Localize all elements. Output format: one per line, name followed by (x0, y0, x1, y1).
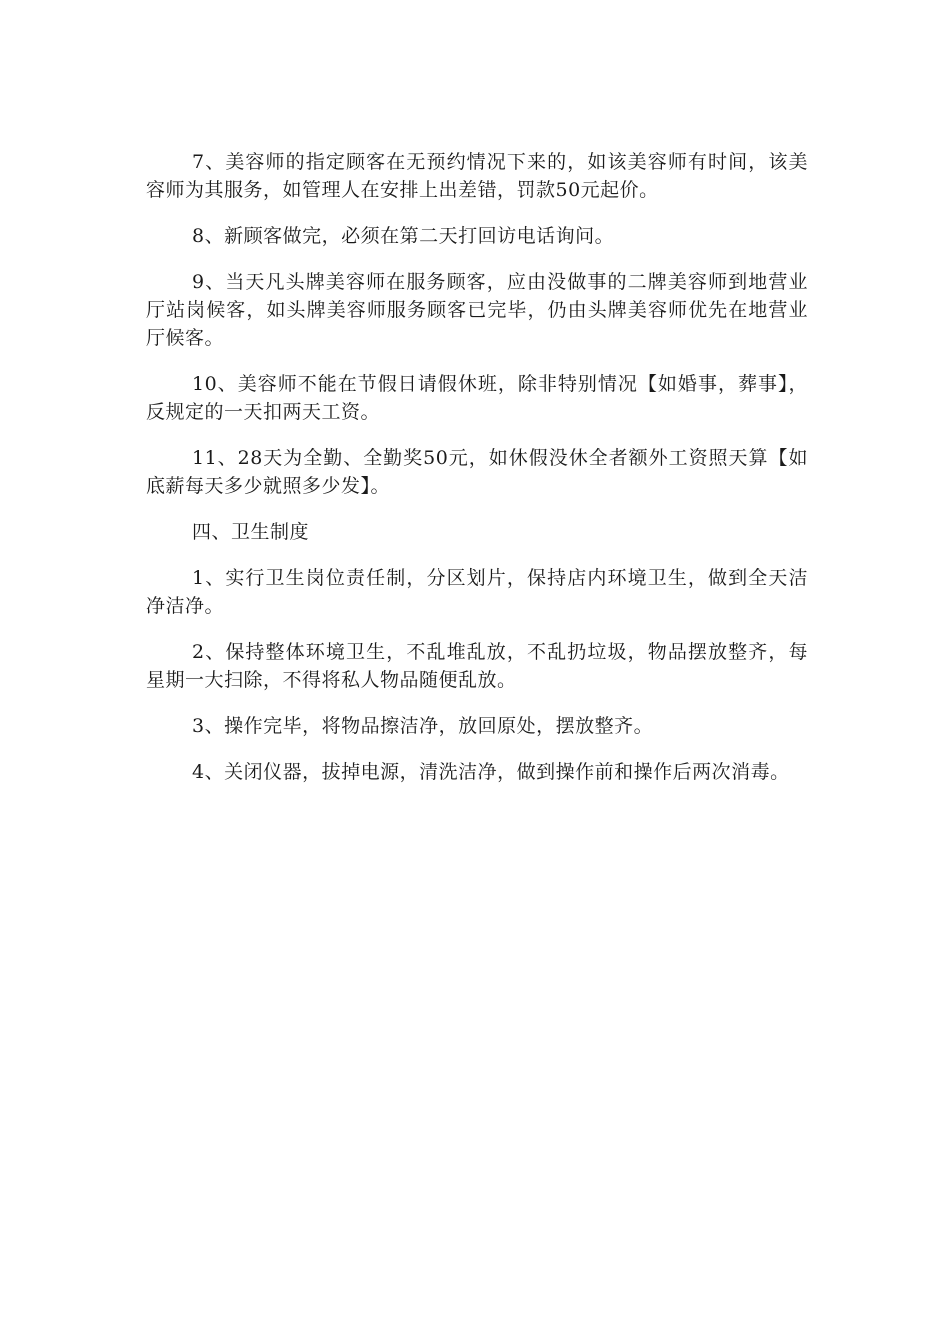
paragraph-rule-9: 9、当天凡头牌美容师在服务顾客，应由没做事的二牌美容师到地营业厅站岗候客，如头牌美容师服务顾客已完毕，仍由头牌美容师优先在地营业厅候客。 (146, 271, 808, 349)
paragraph-hygiene-2: 2、保持整体环境卫生，不乱堆乱放，不乱扔垃圾，物品摆放整齐，每星期一大扫除，不得将私人物品随便乱放。 (146, 641, 808, 691)
paragraph-rule-11: 11、28天为全勤、全勤奖50元，如休假没休全者额外工资照天算【如底薪每天多少就照多少发】。 (146, 447, 808, 497)
section-heading-hygiene: 四、卫生制度 (192, 521, 310, 543)
paragraph-rule-10: 10、美容师不能在节假日请假休班，除非特别情况【如婚事，葬事】，反规定的一天扣两天工资。 (146, 373, 808, 423)
paragraph-hygiene-4: 4、关闭仪器，拔掉电源，清洗洁净，做到操作前和操作后两次消毒。 (192, 761, 790, 783)
paragraph-rule-7: 7、美容师的指定顾客在无预约情况下来的，如该美容师有时间，该美容师为其服务，如管理人在安排上出差错，罚款50元起价。 (146, 151, 808, 201)
paragraph-hygiene-1: 1、实行卫生岗位责任制，分区划片，保持店内环境卫生，做到全天洁净洁净。 (146, 567, 808, 617)
document-body (146, 148, 808, 804)
paragraph-hygiene-3: 3、操作完毕，将物品擦洁净，放回原处，摆放整齐。 (192, 715, 654, 737)
paragraph-rule-8: 8、新顾客做完，必须在第二天打回访电话询问。 (192, 225, 615, 247)
